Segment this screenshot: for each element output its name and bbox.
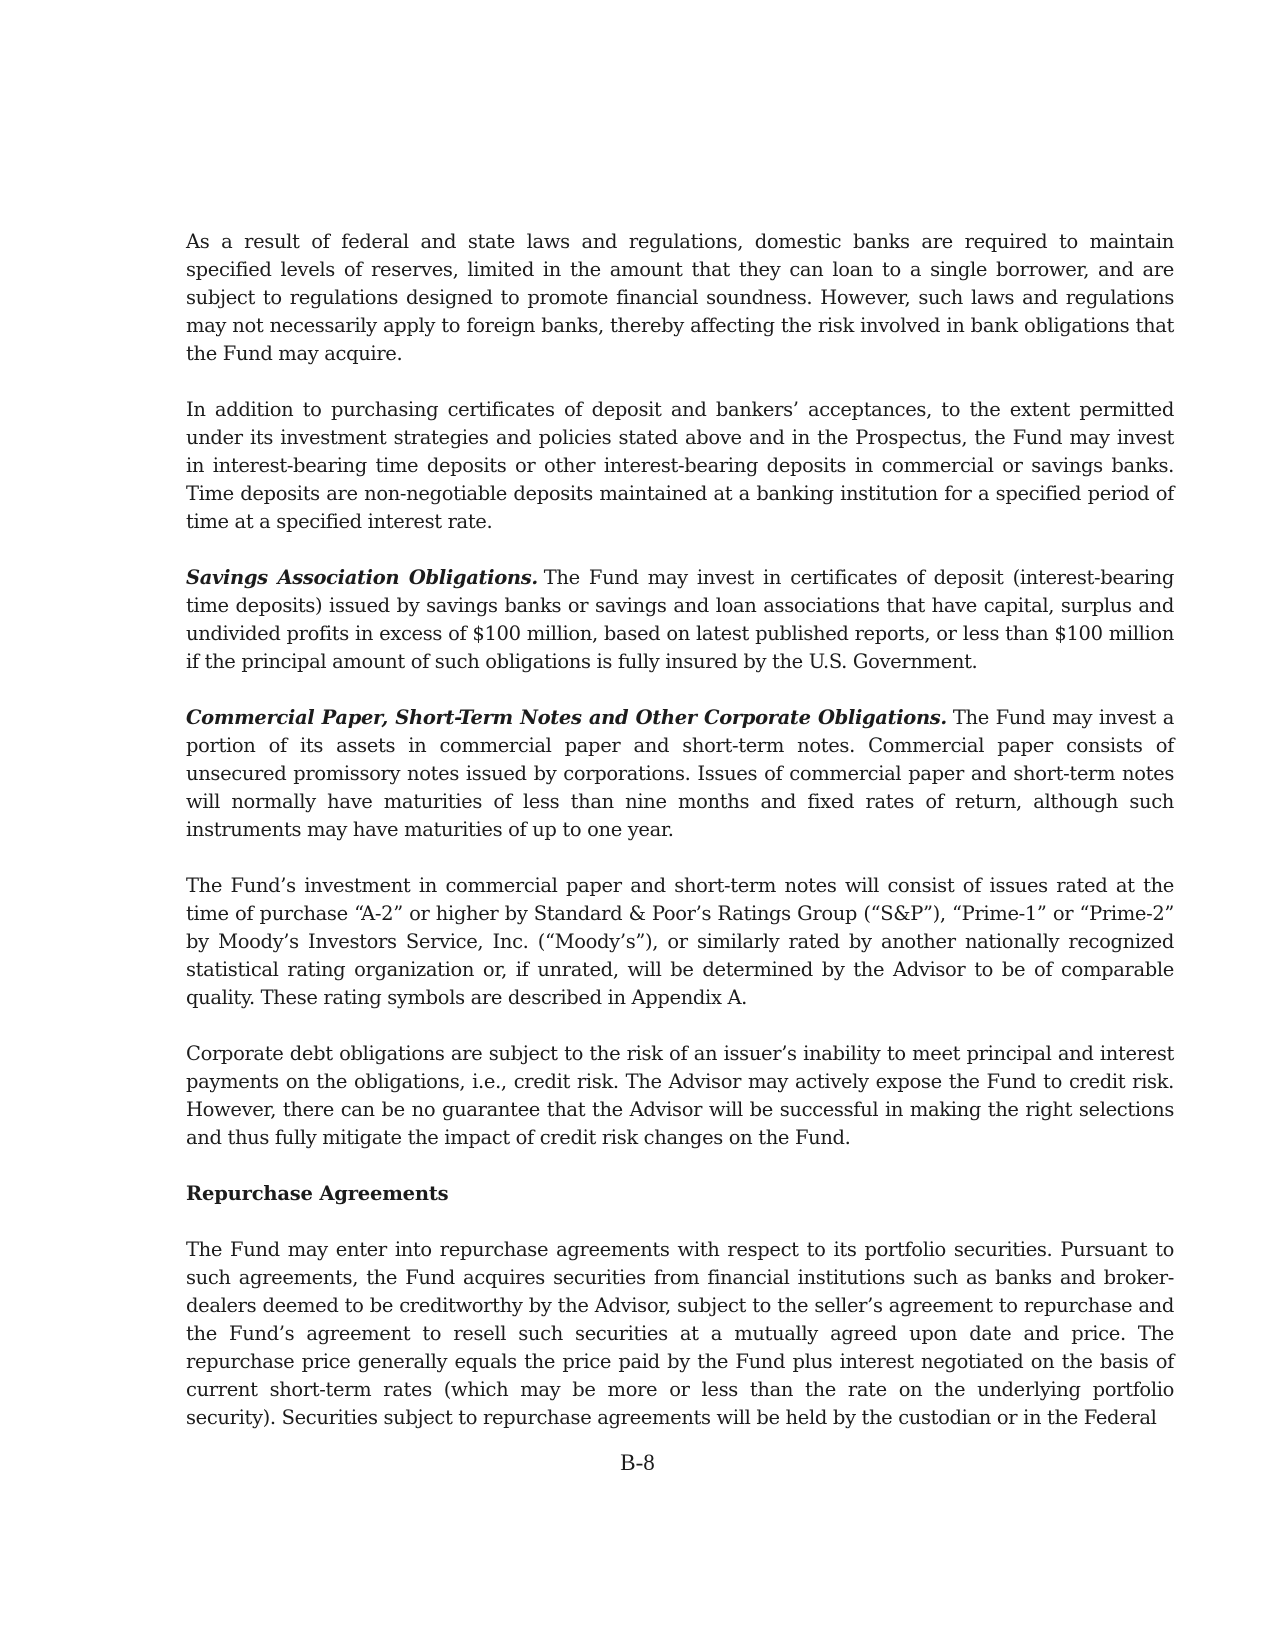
lead-commercial-paper: Commercial Paper, Short-Term Notes and Other Corporate Obligations. [186,706,947,729]
lead-savings-association: Savings Association Obligations. [186,566,538,589]
paragraph-savings-association [186,564,1174,676]
paragraph-commercial-paper-text: The Fund may invest a portion of its assets in commercial paper and short-term notes. Commercial paper consists of unsecured promissory notes issued by corporations. Issues of commercial paper and short-term notes will normally have maturities of less than nine months and fixed rates of return, although such instruments may have maturities of up to one year. [186,706,1174,841]
document-page [186,228,1174,1460]
paragraph-commercial-paper [186,704,1174,844]
paragraph-time-deposits: In addition to purchasing certificates of deposit and bankers’ acceptances, to the extent permitted under its investment strategies and policies stated above and in the Prospectus, the Fund may invest in interest-bearing time deposits or other interest-bearing deposits in commercial or savings banks. Time deposits are non-negotiable deposits maintained at a banking institution for a specified period of time at a specified interest rate. [186,398,1174,533]
paragraph-bank-regulations: As a result of federal and state laws and regulations, domestic banks are required to maintain specified levels of reserves, limited in the amount that they can loan to a single borrower, and are subject to regulations designed to promote financial soundness. However, such laws and regulations may not necessarily apply to foreign banks, thereby affecting the risk involved in bank obligations that the Fund may acquire. [186,230,1174,365]
section-heading-repurchase-agreements: Repurchase Agreements [186,1182,449,1205]
page-number: B-8 [620,1450,655,1475]
paragraph-savings-association-text: The Fund may invest in certificates of deposit (interest-bearing time deposits) issued by savings banks or savings and loan associations that have capital, surplus and undivided profits in excess of $100 million, based on latest published reports, or less than $100 million if the principal amount of such obligations is fully insured by the U.S. Government. [186,566,1174,673]
paragraph-repurchase-agreements: The Fund may enter into repurchase agreements with respect to its portfolio securities. Pursuant to such agreements, the Fund acquires securities from financial institutions such as banks and broker-dealers deemed to be creditworthy by the Advisor, subject to the seller’s agreement to repurchase and the Fund’s agreement to resell such securities at a mutually agreed upon date and price. The repurchase price generally equals the price paid by the Fund plus interest negotiated on the basis of current short-term rates (which may be more or less than the rate on the underlying portfolio security). Securities subject to repurchase agreements will be held by the custodian or in the Federal [186,1238,1174,1429]
paragraph-ratings: The Fund’s investment in commercial paper and short-term notes will consist of issues rated at the time of purchase “A-2” or higher by Standard & Poor’s Ratings Group (“S&P”), “Prime-1” or “Prime-2” by Moody’s Investors Service, Inc. (“Moody’s”), or similarly rated by another nationally recognized statistical rating organization or, if unrated, will be determined by the Advisor to be of comparable quality. These rating symbols are described in Appendix A. [186,874,1174,1009]
paragraph-credit-risk: Corporate debt obligations are subject to the risk of an issuer’s inability to meet principal and interest payments on the obligations, i.e., credit risk. The Advisor may actively expose the Fund to credit risk. However, there can be no guarantee that the Advisor will be successful in making the right selections and thus fully mitigate the impact of credit risk changes on the Fund. [186,1042,1174,1149]
